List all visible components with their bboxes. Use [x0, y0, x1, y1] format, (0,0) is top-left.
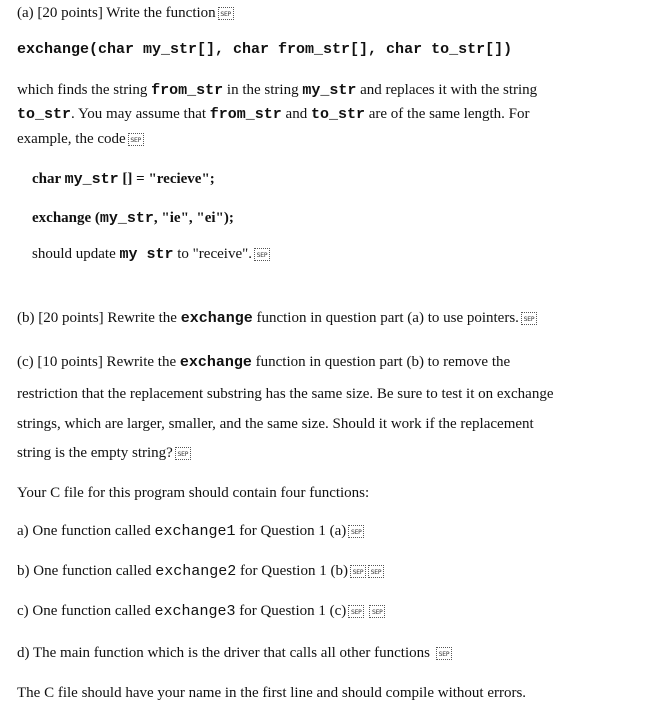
- sep-marker: SEP: [521, 312, 537, 325]
- requirements-footer: The C file should have your name in the first line and should compile without errors.: [17, 685, 527, 701]
- sep-marker: SEP: [218, 7, 234, 20]
- sep-marker: SEP: [348, 525, 364, 538]
- requirement-d: d) The main function which is the driver that calls all other functions SEP: [17, 644, 452, 662]
- requirement-b: b) One function called exchange2 for Question 1 (b) SEP SEP: [17, 562, 384, 581]
- part-a-header: (a) [20 points] Write the function SEP: [17, 4, 234, 22]
- part-b: (b) [20 points] Rewrite the exchange function in question part (a) to use pointers. SEP: [17, 309, 537, 328]
- sep-marker: SEP: [175, 447, 191, 460]
- part-c-line1: (c) [10 points] Rewrite the exchange function in question part (b) to remove the: [17, 354, 511, 371]
- part-a-desc-line3: example, the code SEP: [17, 130, 144, 148]
- part-c-line4: string is the empty string? SEP: [17, 444, 191, 462]
- sep-marker: SEP: [369, 605, 385, 618]
- function-signature: exchange(char my_str[], char from_str[], char to_str[]): [17, 41, 513, 58]
- sep-marker: SEP: [254, 248, 270, 261]
- part-a-desc-line1: which finds the string from_str in the string my_str and replaces it with the string: [17, 82, 538, 99]
- sep-marker: SEP: [128, 133, 144, 146]
- part-c-line2: restriction that the replacement substring has the same size. Be sure to test it on exchange: [17, 386, 554, 402]
- sep-marker: SEP: [348, 605, 364, 618]
- requirement-a: a) One function called exchange1 for Question 1 (a) SEP: [17, 522, 364, 541]
- sep-marker: SEP: [436, 647, 452, 660]
- sep-marker: SEP: [350, 565, 366, 578]
- code-example-line2: exchange (my_str, "ie", "ei");: [32, 210, 234, 227]
- part-c-line3: strings, which are larger, smaller, and the same size. Should it work if the replacement: [17, 416, 534, 432]
- code-example-line3: should update my str to "receive". SEP: [32, 245, 270, 264]
- sep-marker: SEP: [368, 565, 384, 578]
- requirement-c: c) One function called exchange3 for Question 1 (c) SEP SEP: [17, 602, 385, 621]
- requirements-intro: Your C file for this program should contain four functions:: [17, 485, 370, 501]
- code-example-line1: char my_str [] = "recieve";: [32, 171, 215, 188]
- part-a-desc-line2: to_str. You may assume that from_str and to_str are of the same length. For: [17, 106, 530, 123]
